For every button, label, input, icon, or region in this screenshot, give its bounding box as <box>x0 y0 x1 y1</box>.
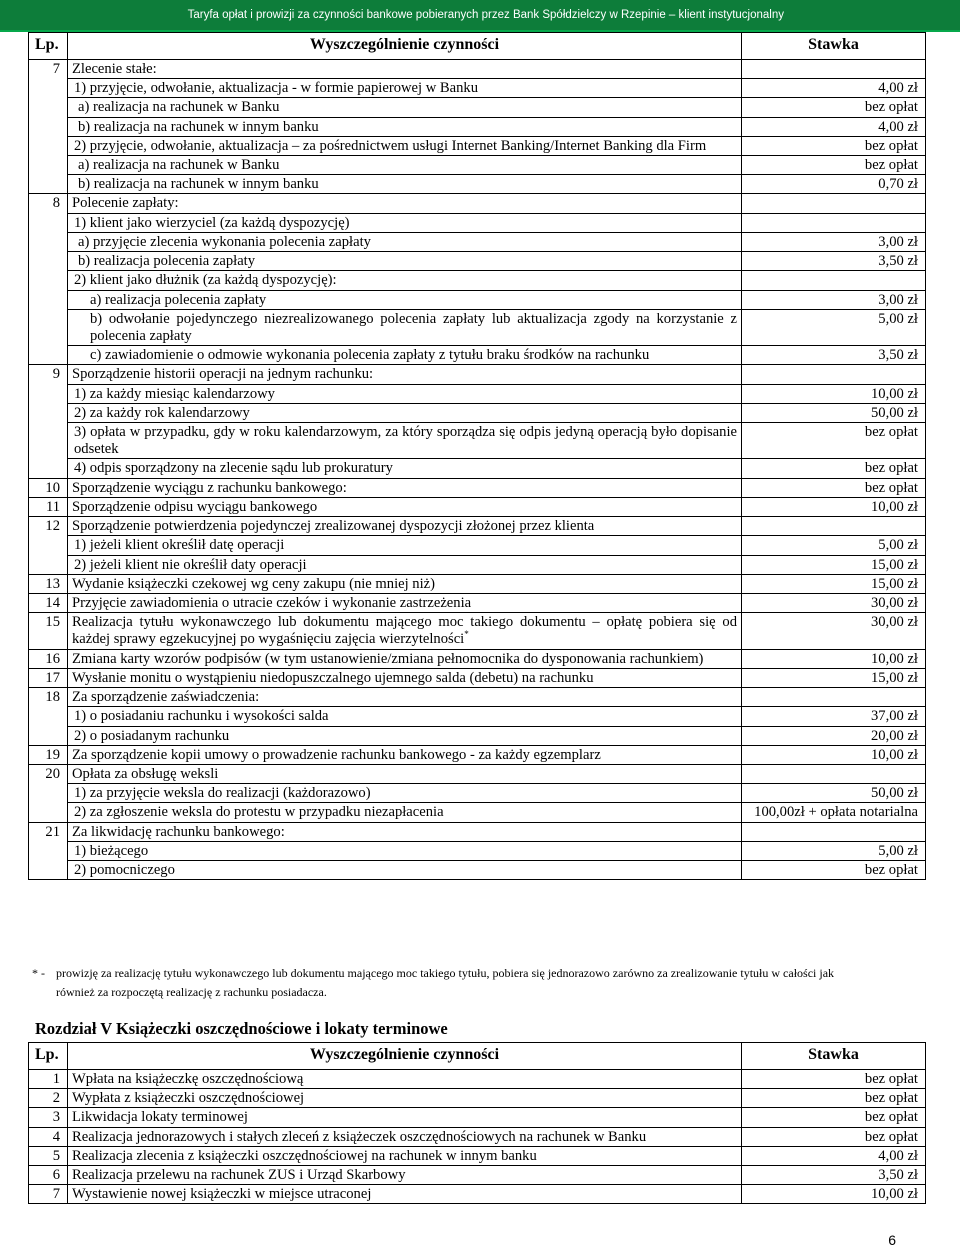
row-description: Wydanie książeczki czekowej wg ceny zakupu (nie mniej niż) <box>68 574 742 593</box>
footnote-mark: * - <box>32 966 45 980</box>
row-rate <box>742 822 926 841</box>
row-rate: 4,00 zł <box>742 1146 926 1165</box>
row-lp <box>29 707 68 726</box>
row-lp: 16 <box>29 649 68 668</box>
row-description: a) realizacja na rachunek w Banku <box>68 98 742 117</box>
row-description: Za sporządzenie kopii umowy o prowadzenie rachunku bankowego - za każdy egzemplarz <box>68 745 742 764</box>
row-description: a) przyjęcie zlecenia wykonania polecenia zapłaty <box>68 232 742 251</box>
row-description: 2) za każdy rok kalendarzowy <box>68 403 742 422</box>
row-description: Sporządzenie wyciągu z rachunku bankowego: <box>68 478 742 497</box>
row-lp <box>29 403 68 422</box>
footnote-line-1: prowizję za realizację tytułu wykonawczego lub dokumentu mającego moc takiego tytułu, pobiera się jednorazowo zarówno za zrealizowanie tytułu w całości jak <box>56 966 835 980</box>
row-rate: bez opłat <box>742 1069 926 1088</box>
section-title: Rozdział V Książeczki oszczędnościowe i lokaty terminowe <box>35 1019 448 1038</box>
table-row <box>29 79 926 98</box>
row-lp: 1 <box>29 1069 68 1088</box>
row-lp: 6 <box>29 1165 68 1184</box>
col-header-rate: Stawka <box>742 33 926 60</box>
row-description: Realizacja tytułu wykonawczego lub dokumentu mającego moc takiego dokumentu – opłatę pobiera się od każdej sprawy egzekucyjnej po wygaśnięciu zajęcia wierzytelności* <box>68 613 742 649</box>
row-lp: 13 <box>29 574 68 593</box>
row-lp: 11 <box>29 497 68 516</box>
row-description: 2) klient jako dłużnik (za każdą dyspozycję): <box>68 271 742 290</box>
table-row <box>29 232 926 251</box>
row-description: b) realizacja polecenia zapłaty <box>68 252 742 271</box>
row-description: Opłata za obsługę weksli <box>68 764 742 783</box>
row-description: Realizacja zlecenia z książeczki oszczędnościowej na rachunek w innym banku <box>68 1146 742 1165</box>
table-row <box>29 1108 926 1127</box>
row-lp <box>29 726 68 745</box>
row-lp <box>29 384 68 403</box>
row-lp: 2 <box>29 1089 68 1108</box>
table-row <box>29 1165 926 1184</box>
row-description: 1) bieżącego <box>68 841 742 860</box>
row-description: 1) przyjęcie, odwołanie, aktualizacja - w formie papierowej w Banku <box>68 79 742 98</box>
row-lp <box>29 861 68 880</box>
row-rate: 15,00 zł <box>742 555 926 574</box>
row-description: Wysłanie monitu o wystąpieniu niedopuszczalnego ujemnego salda (debetu) na rachunku <box>68 668 742 687</box>
row-lp: 15 <box>29 613 68 649</box>
table-row <box>29 1185 926 1204</box>
row-rate: 30,00 zł <box>742 594 926 613</box>
row-rate: 10,00 zł <box>742 1185 926 1204</box>
table-row <box>29 861 926 880</box>
row-lp <box>29 346 68 365</box>
row-rate: 50,00 zł <box>742 403 926 422</box>
row-lp <box>29 555 68 574</box>
row-rate <box>742 271 926 290</box>
row-description: Likwidacja lokaty terminowej <box>68 1108 742 1127</box>
row-lp: 9 <box>29 365 68 384</box>
table-row <box>29 841 926 860</box>
table-row <box>29 1127 926 1146</box>
table-row <box>29 252 926 271</box>
row-description: Sporządzenie potwierdzenia pojedynczej zrealizowanej dyspozycji złożonej przez klienta <box>68 517 742 536</box>
row-rate: 10,00 zł <box>742 497 926 516</box>
row-rate <box>742 764 926 783</box>
row-description: b) realizacja na rachunek w innym banku <box>68 117 742 136</box>
row-lp: 8 <box>29 194 68 213</box>
row-rate: 10,00 zł <box>742 384 926 403</box>
row-lp: 7 <box>29 1185 68 1204</box>
row-lp <box>29 290 68 309</box>
row-rate: bez opłat <box>742 155 926 174</box>
col-header-desc: Wyszczególnienie czynności <box>68 33 742 60</box>
row-rate: bez opłat <box>742 423 926 459</box>
table-row <box>29 1089 926 1108</box>
row-rate <box>742 59 926 78</box>
row-lp <box>29 136 68 155</box>
row-description: Sporządzenie historii operacji na jednym rachunku: <box>68 365 742 384</box>
row-description: Sporządzenie odpisu wyciągu bankowego <box>68 497 742 516</box>
row-rate <box>742 517 926 536</box>
row-rate: bez opłat <box>742 98 926 117</box>
row-rate: 5,00 zł <box>742 309 926 345</box>
row-rate: bez opłat <box>742 136 926 155</box>
row-rate: 10,00 zł <box>742 649 926 668</box>
fee-table <box>28 32 926 880</box>
table-row <box>29 517 926 536</box>
header-title: Taryfa opłat i prowizji za czynności bankowe pobieranych przez Bank Spółdzielczy w Rzepinie – klient instytucjonalny <box>187 9 784 21</box>
row-lp: 7 <box>29 59 68 78</box>
row-description: 1) o posiadaniu rachunku i wysokości salda <box>68 707 742 726</box>
row-lp <box>29 79 68 98</box>
table-header-row <box>29 1043 926 1070</box>
row-description: b) realizacja na rachunek w innym banku <box>68 175 742 194</box>
table-row <box>29 822 926 841</box>
row-description: Realizacja przelewu na rachunek ZUS i Urząd Skarbowy <box>68 1165 742 1184</box>
row-description: Wpłata na książeczkę oszczędnościową <box>68 1069 742 1088</box>
table-row <box>29 136 926 155</box>
table-row <box>29 1069 926 1088</box>
row-lp: 19 <box>29 745 68 764</box>
row-description: Wystawienie nowej książeczki w miejsce utraconej <box>68 1185 742 1204</box>
row-description: Polecenie zapłaty: <box>68 194 742 213</box>
row-description: 2) o posiadanym rachunku <box>68 726 742 745</box>
table-row <box>29 403 926 422</box>
row-lp <box>29 232 68 251</box>
table-row <box>29 346 926 365</box>
row-lp <box>29 271 68 290</box>
row-description: 3) opłata w przypadku, gdy w roku kalendarzowym, za który sporządza się odpis jedyną operacją było dopisanie odsetek <box>68 423 742 459</box>
row-lp <box>29 423 68 459</box>
table-row <box>29 175 926 194</box>
col-header-desc: Wyszczególnienie czynności <box>68 1043 742 1070</box>
row-lp: 20 <box>29 764 68 783</box>
row-lp <box>29 98 68 117</box>
row-lp <box>29 309 68 345</box>
table-header-row <box>29 33 926 60</box>
row-rate <box>742 213 926 232</box>
row-description: 2) za zgłoszenie weksla do protestu w przypadku niezapłacenia <box>68 803 742 822</box>
row-description: 2) pomocniczego <box>68 861 742 880</box>
table-row <box>29 745 926 764</box>
row-description: Za sporządzenie zaświadczenia: <box>68 688 742 707</box>
row-rate: bez opłat <box>742 1108 926 1127</box>
savings-table <box>28 1042 926 1204</box>
row-lp: 10 <box>29 478 68 497</box>
row-description: b) odwołanie pojedynczego niezrealizowanego polecenia zapłaty lub aktualizacja zgody na korzystanie z polecenia zapłaty <box>68 309 742 345</box>
row-rate: 100,00zł + opłata notarialna <box>742 803 926 822</box>
row-lp <box>29 252 68 271</box>
row-lp <box>29 536 68 555</box>
table-row <box>29 365 926 384</box>
col-header-lp: Lp. <box>29 33 68 60</box>
row-rate: 4,00 zł <box>742 79 926 98</box>
row-rate: 37,00 zł <box>742 707 926 726</box>
table-row <box>29 98 926 117</box>
row-description: Za likwidację rachunku bankowego: <box>68 822 742 841</box>
row-lp <box>29 213 68 232</box>
table-row <box>29 213 926 232</box>
col-header-lp: Lp. <box>29 1043 68 1070</box>
table-row <box>29 574 926 593</box>
row-lp <box>29 155 68 174</box>
row-description: 1) za przyjęcie weksla do realizacji (każdorazowo) <box>68 784 742 803</box>
table-row <box>29 290 926 309</box>
table-row <box>29 594 926 613</box>
table-row <box>29 194 926 213</box>
row-rate: 20,00 zł <box>742 726 926 745</box>
header-banner <box>0 0 960 32</box>
page-number: 6 <box>888 1232 896 1248</box>
row-rate: bez opłat <box>742 861 926 880</box>
row-lp <box>29 117 68 136</box>
row-description: 2) przyjęcie, odwołanie, aktualizacja – za pośrednictwem usługi Internet Banking/Internet Banking dla Firm <box>68 136 742 155</box>
row-rate <box>742 365 926 384</box>
row-rate: 3,00 zł <box>742 290 926 309</box>
footnote-ref: * <box>464 629 469 640</box>
row-rate: 3,50 zł <box>742 1165 926 1184</box>
table-row <box>29 309 926 345</box>
row-description: 2) jeżeli klient nie określił daty operacji <box>68 555 742 574</box>
row-rate: 15,00 zł <box>742 668 926 687</box>
table-row <box>29 497 926 516</box>
row-lp <box>29 803 68 822</box>
row-lp <box>29 175 68 194</box>
table-row <box>29 384 926 403</box>
row-description: Zmiana karty wzorów podpisów (w tym ustanowienie/zmiana pełnomocnika do dysponowania rachunkiem) <box>68 649 742 668</box>
row-description: Realizacja jednorazowych i stałych zleceń z książeczek oszczędnościowych na rachunek w Banku <box>68 1127 742 1146</box>
table-row <box>29 784 926 803</box>
footnote-line-2: również za rozpoczętą realizację z rachunku posiadacza. <box>56 984 327 999</box>
row-description: Przyjęcie zawiadomienia o utracie czeków i wykonanie zastrzeżenia <box>68 594 742 613</box>
row-lp: 3 <box>29 1108 68 1127</box>
row-description: 1) za każdy miesiąc kalendarzowy <box>68 384 742 403</box>
row-description: 4) odpis sporządzony na zlecenie sądu lub prokuratury <box>68 459 742 478</box>
row-description: Wypłata z książeczki oszczędnościowej <box>68 1089 742 1108</box>
row-rate: bez opłat <box>742 478 926 497</box>
row-lp: 21 <box>29 822 68 841</box>
row-rate: bez opłat <box>742 1089 926 1108</box>
row-lp: 4 <box>29 1127 68 1146</box>
row-rate: 3,50 zł <box>742 252 926 271</box>
row-description: 1) klient jako wierzyciel (za każdą dyspozycję) <box>68 213 742 232</box>
row-rate <box>742 688 926 707</box>
row-rate: 0,70 zł <box>742 175 926 194</box>
row-rate: 3,00 zł <box>742 232 926 251</box>
table-row <box>29 478 926 497</box>
table-row <box>29 155 926 174</box>
table-row <box>29 459 926 478</box>
table-row <box>29 117 926 136</box>
row-rate: 5,00 zł <box>742 841 926 860</box>
row-rate: 15,00 zł <box>742 574 926 593</box>
table-row <box>29 707 926 726</box>
row-description: Zlecenie stałe: <box>68 59 742 78</box>
table-row <box>29 1146 926 1165</box>
row-rate <box>742 194 926 213</box>
table-row <box>29 59 926 78</box>
row-rate: 30,00 zł <box>742 613 926 649</box>
table-row <box>29 688 926 707</box>
row-lp <box>29 841 68 860</box>
row-lp: 5 <box>29 1146 68 1165</box>
table-row <box>29 668 926 687</box>
row-description: c) zawiadomienie o odmowie wykonania polecenia zapłaty z tytułu braku środków na rachunku <box>68 346 742 365</box>
row-rate: 4,00 zł <box>742 117 926 136</box>
row-rate: 10,00 zł <box>742 745 926 764</box>
table-row <box>29 649 926 668</box>
table-row <box>29 536 926 555</box>
table-row <box>29 613 926 649</box>
table-row <box>29 726 926 745</box>
footnote <box>32 964 912 1001</box>
row-rate: 3,50 zł <box>742 346 926 365</box>
row-description: a) realizacja polecenia zapłaty <box>68 290 742 309</box>
row-lp <box>29 784 68 803</box>
table-row <box>29 271 926 290</box>
row-rate: bez opłat <box>742 1127 926 1146</box>
row-lp: 17 <box>29 668 68 687</box>
row-lp: 12 <box>29 517 68 536</box>
table-row <box>29 423 926 459</box>
table-row <box>29 555 926 574</box>
row-description: a) realizacja na rachunek w Banku <box>68 155 742 174</box>
row-lp: 18 <box>29 688 68 707</box>
table-row <box>29 764 926 783</box>
row-rate: 5,00 zł <box>742 536 926 555</box>
col-header-rate: Stawka <box>742 1043 926 1070</box>
table-row <box>29 803 926 822</box>
row-lp <box>29 459 68 478</box>
row-rate: bez opłat <box>742 459 926 478</box>
row-lp: 14 <box>29 594 68 613</box>
row-rate: 50,00 zł <box>742 784 926 803</box>
row-description: 1) jeżeli klient określił datę operacji <box>68 536 742 555</box>
